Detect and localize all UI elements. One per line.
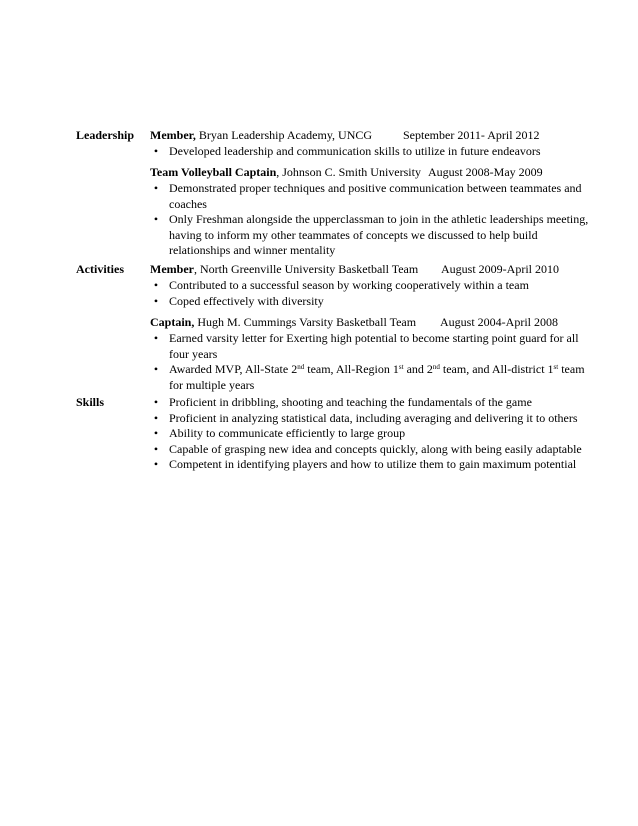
- entry-org: , Johnson C. Smith University: [276, 165, 421, 179]
- list-item: • Developed leadership and communication skills to utilize in future endeavors: [150, 144, 596, 160]
- entry-date: September 2011- April 2012: [403, 128, 540, 142]
- entry-org: , North Greenville University Basketball Team: [193, 262, 419, 276]
- bullet-icon: •: [153, 331, 159, 345]
- bullet-icon: •: [153, 410, 159, 425]
- bullet-list: [150, 395, 596, 473]
- entry-org: Bryan Leadership Academy, UNCG: [195, 128, 373, 142]
- list-item: • Contributed to a successful season by working cooperatively within a team: [150, 278, 596, 294]
- entry-header: [150, 262, 596, 278]
- list-item: • Capable of grasping new idea and concepts quickly, along with being easily adaptable: [150, 442, 596, 458]
- bullet-icon: •: [153, 293, 159, 308]
- bullet-icon: •: [153, 441, 159, 456]
- entry-role: Member,: [150, 128, 196, 142]
- skills-heading: Skills: [76, 395, 105, 409]
- entry-header: [150, 165, 596, 181]
- bullet-list: [150, 331, 596, 393]
- entry-org: Hugh M. Cummings Varsity Basketball Team: [194, 315, 417, 329]
- list-item: • Coped effectively with diversity: [150, 294, 596, 310]
- bullet-icon: •: [153, 426, 159, 440]
- bullet-icon: •: [153, 278, 159, 292]
- leadership-heading: Leadership: [76, 128, 135, 142]
- entry-date: August 2008-May 2009: [428, 165, 543, 179]
- entry-role: Captain,: [150, 315, 195, 329]
- list-item: • Earned varsity letter for Exerting high potential to become starting point guard for all four years: [150, 331, 596, 362]
- bullet-list: [150, 144, 596, 160]
- entry-header: [150, 315, 596, 331]
- list-item: • Proficient in analyzing statistical data, including averaging and delivering it to others: [150, 411, 596, 427]
- entry-header: [150, 128, 596, 144]
- bullet-icon: •: [153, 362, 159, 376]
- entry-date: August 2009-April 2010: [441, 262, 559, 276]
- list-item: • Proficient in dribbling, shooting and teaching the fundamentals of the game: [150, 395, 596, 411]
- list-item: • Only Freshman alongside the upperclassman to join in the athletic leaderships meeting, having to inform my other teammates of concepts we discussed to help build relationships and winner mentality: [150, 212, 596, 259]
- entry-role: Member: [150, 262, 194, 276]
- bullet-icon: •: [153, 181, 159, 195]
- bullet-icon: •: [153, 212, 159, 226]
- entry-date: August 2004-April 2008: [440, 315, 558, 329]
- list-item: • Awarded MVP, All-State 2nd team, All-Region 1st and 2nd team, and All-district 1st team for multiple years: [150, 362, 596, 393]
- list-item: • Demonstrated proper techniques and positive communication between teammates and coaches: [150, 181, 596, 212]
- bullet-icon: •: [153, 457, 159, 471]
- bullet-list: [150, 181, 596, 259]
- activities-heading: Activities: [76, 262, 124, 276]
- list-item: • Competent in identifying players and how to utilize them to gain maximum potential: [150, 457, 596, 473]
- list-item: • Ability to communicate efficiently to large group: [150, 426, 596, 442]
- entry-role: Team Volleyball Captain: [150, 165, 277, 179]
- bullet-icon: •: [153, 395, 159, 409]
- bullet-list: [150, 278, 596, 309]
- bullet-icon: •: [153, 144, 159, 158]
